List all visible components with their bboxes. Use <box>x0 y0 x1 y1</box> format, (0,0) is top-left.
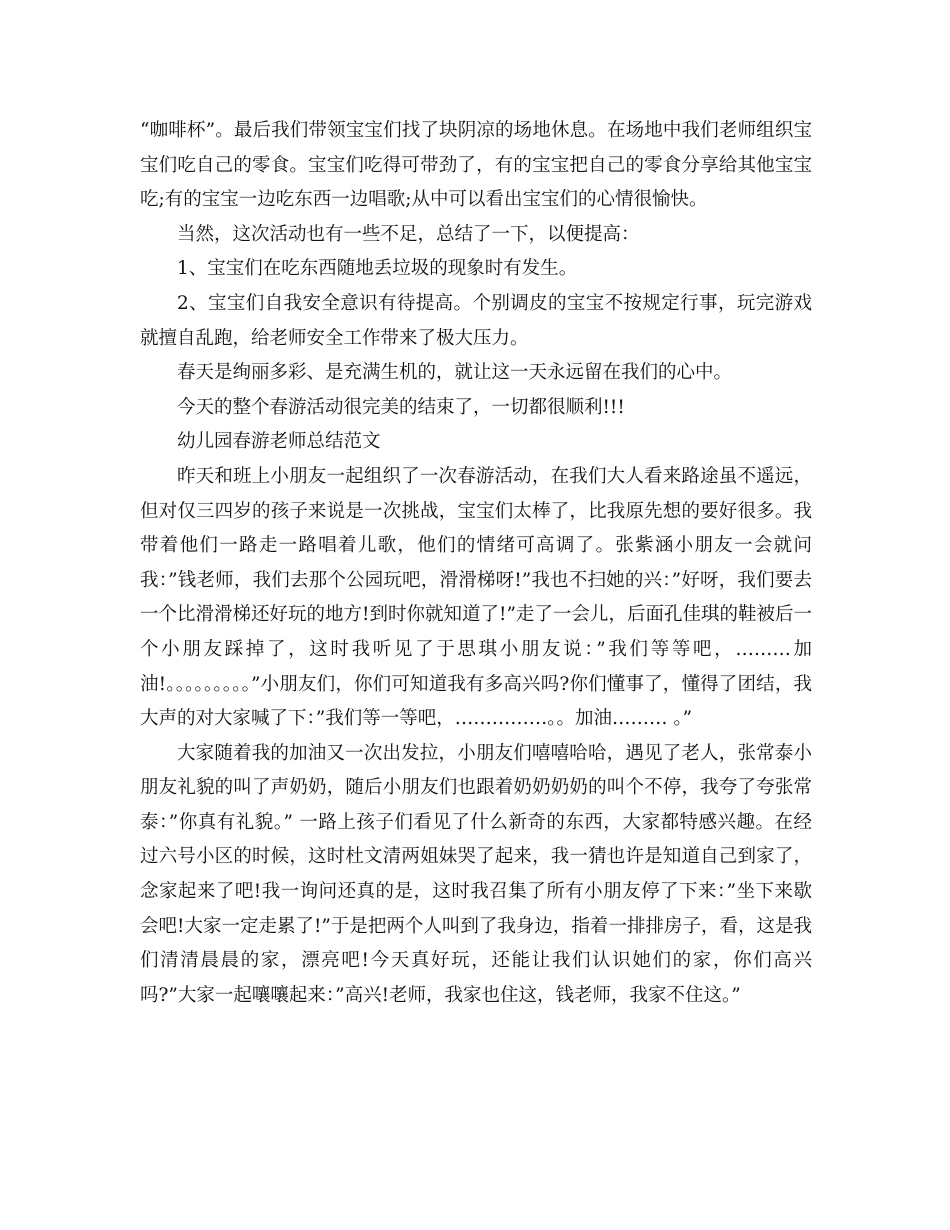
paragraph-8: 大家随着我的加油又一次出发拉，小朋友们嘻嘻哈哈，遇见了老人，张常泰小朋友礼貌的叫了声奶奶，随后小朋友们也跟着奶奶奶奶的叫个不停，我夸了夸张常泰：”你真有礼貌。” 一路上孩子们看见了什么新奇的东西，大家都特感兴趣。在经过六号小区的时候，这时杜文清两姐妹哭了起来，我一猜也许是知道自己到家了，念家起来了吧!我一询问还真的是，这时我召集了所有小朋友停了下来：”坐下来歇会吧!大家一定走累了!”于是把两个人叫到了我身边，指着一排排房子，看，这是我们清清晨晨的家，漂亮吧!今天真好玩，还能让我们认识她们的家，你们高兴吗?”大家一起嚷嚷起来：”高兴!老师，我家也住这，钱老师，我家不住这。” <box>140 742 812 1006</box>
paragraph-5: 春天是绚丽多彩、是充满生机的，就让这一天永远留在我们的心中。 <box>177 362 733 384</box>
paragraph-4: 2、宝宝们自我安全意识有待提高。个别调皮的宝宝不按规定行事，玩完游戏就擅自乱跑，给老师安全工作带来了极大压力。 <box>140 292 812 349</box>
paragraph-2: 当然，这次活动也有一些不足，总结了一下，以便提高： <box>177 223 640 245</box>
paragraph-1: “咖啡杯”。最后我们带领宝宝们找了块阴凉的场地休息。在场地中我们老师组织宝宝们吃自己的零食。宝宝们吃得可带劲了，有的宝宝把自己的零食分享给其他宝宝吃;有的宝宝一边吃东西一边唱歌;从中可以看出宝宝们的心情很愉快。 <box>140 120 812 211</box>
paragraph-6: 今天的整个春游活动很完美的结束了，一切都很顺利!!! <box>177 396 625 418</box>
document-body <box>140 114 812 1013</box>
paragraph-3: 1、宝宝们在吃东西随地丢垃圾的现象时有发生。 <box>177 258 578 280</box>
paragraph-7: 昨天和班上小朋友一起组织了一次春游活动，在我们大人看来路途虽不遥远，但对仅三四岁的孩子来说是一次挑战，宝宝们太棒了，比我原先想的要好很多。我带着他们一路走一路唱着儿歌，他们的情绪可高调了。张紫涵小朋友一会就问我：”钱老师，我们去那个公园玩吧，滑滑梯呀!”我也不扫她的兴：”好呀，我们要去一个比滑滑梯还好玩的地方!到时你就知道了!”走了一会儿，后面孔佳琪的鞋被后一个小朋友踩掉了，这时我听见了于思琪小朋友说：”我们等等吧，………加油!。。。。。。。。。”小朋友们，你们可知道我有多高兴吗?你们懂事了，懂得了团结，我大声的对大家喊了下：”我们等一等吧，……………。。加油……… 。” <box>140 465 812 730</box>
section-heading: 幼儿园春游老师总结范文 <box>177 431 381 453</box>
